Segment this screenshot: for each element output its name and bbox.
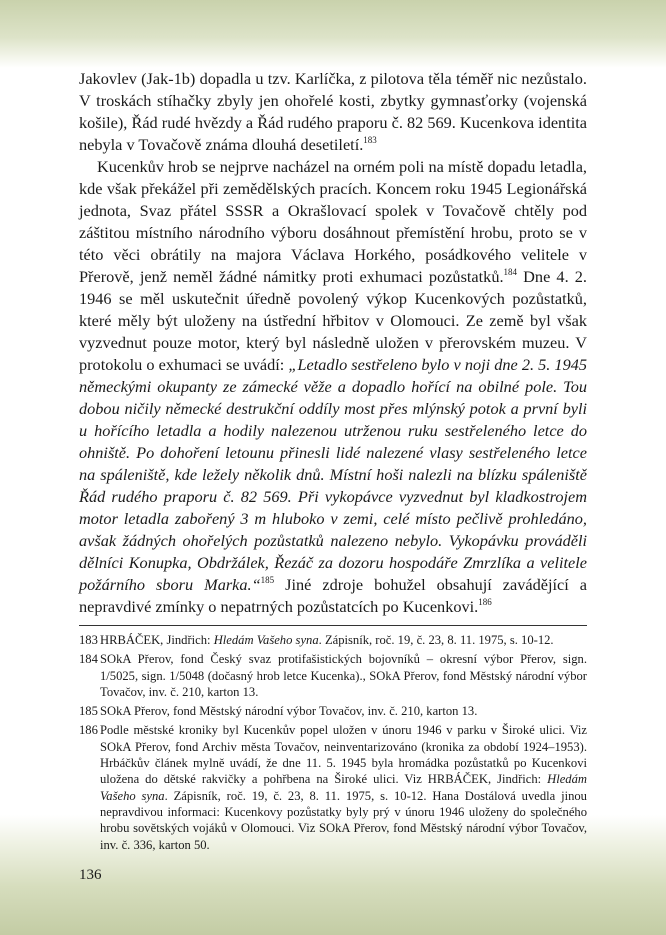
paragraph-1 <box>79 68 587 156</box>
paragraph-2-text-c: Jiné zdroje bohužel obsahují zavádějící a nepravdivé zmínky o nepatrných pozůstatcích po Kucenkovi. <box>79 575 587 616</box>
page-content <box>79 68 587 856</box>
footnote-ref-185[interactable]: 185 <box>260 575 275 585</box>
footnote-186 <box>79 722 587 852</box>
footnote-text <box>100 722 587 852</box>
footnote-184 <box>79 651 587 700</box>
footnote-article-title: Hledám Vašeho syna <box>100 772 587 803</box>
footnote-183 <box>79 632 587 648</box>
paragraph-1-text: Jakovlev (Jak-1b) dopadla u tzv. Karlíčka, z pilotova těla téměř nic nezůstalo. V troskách stíhačky zbyly jen ohořelé kosti, zbytky gymnasťorky (vojenská košile), Řád rudé hvězdy a Řád rudého praporu č. 82 569. Kucenkova identita nebyla v Tovačově známa dlouhá desetiletí. <box>79 69 587 154</box>
footnote-separator <box>79 625 587 626</box>
exhumation-protocol-quote: „Letadlo sestřeleno bylo v noji dne 2. 5. 1945 německými okupanty ze zámecké věže a dopadlo hořící na obilné pole. Tou dobou ničily německé destrukční oddíly most přes mlýnský potok a první byli u hořícího letadla a hodily nalezenou utrženou ruku sestřeleného letce do ohniště. Po dohoření letounu přinesli lidé nalezené vlasy sestřeleného letce na spáleniště, kde ležely několik dnů. Místní hoši nalezli na blízku spáleniště Řád rudého praporu č. 82 569. Při vykopávce vyzvednut byl kladkostrojem motor letadla zabořený 3 m hluboko v zemi, celé místo pečlivě prohledáno, avšak žádných ohořelých pozůstatků nalezeno nebylo. Vykopávku prováděli dělníci Konupka, Obdržálek, Řezáč za dozoru hospodáře Zmrzlíka a velitele požárního sboru Marka.“ <box>79 355 587 594</box>
footnote-ref-183[interactable]: 183 <box>363 135 377 145</box>
paragraph-2-text-a: Kucenkův hrob se nejprve nacházel na orném poli na místě dopadu letadla, kde však překážel při zemědělských pracích. Koncem roku 1945 Legionářská jednota, Svaz přátel SSSR a Okrašlovací spolek v Tovačově chtěly pod záštitou místního národního výboru dosáhnout přemístění hrobu, proto se v této věci obrátily na majora Václava Horkého, posádkového velitele v Přerově, jenž neměl žádné námitky proti exhumaci pozůstatků. <box>79 157 587 286</box>
footnote-number: 185 <box>79 704 98 719</box>
footnote-185 <box>79 703 587 719</box>
footnote-text <box>100 632 587 648</box>
footnote-number: 186 <box>79 723 98 738</box>
footnote-number: 184 <box>79 652 98 667</box>
footnote-text-part: Podle městské kroniky byl Kucenkův popel uložen v únoru 1946 v parku v Široké ulici. Viz SOkA Přerov, fond Archiv města Tovačov, neinventarizováno (kronika za období 1924–1953). Hrbáčkův článek mylně uvádí, že dne 11. 5. 1945 byla hromádka pozůstatků po Kucenkovi uložena do dětské rakvičky a pohřbena na Široké ulici. Viz HRBÁČEK, Jindřich: <box>100 723 587 787</box>
footnote-text: SOkA Přerov, fond Český svaz protifašistických bojovníků – okresní výbor Přerov, sign. 1/5025, sign. 1/5048 (dočasný hrob letce Kucenka)., SOkA Přerov, fond Městský národní výbor Tovačov, inv. č. 210, karton 13. <box>100 652 587 699</box>
footnote-ref-184[interactable]: 184 <box>503 267 518 277</box>
paragraph-2 <box>79 156 587 618</box>
paragraph-2-text-b: Dne 4. 2. 1946 se měl uskutečnit úředně povolený výkop Kucenkových pozůstatků, které měly být uloženy na ústřední hřbitov v Olomouci. Ze země byl však vyzvednut pouze motor, který byl následně uložen v přerovském muzeu. V protokolu o exhumaci se uvádí: <box>79 267 587 374</box>
page-number: 136 <box>79 867 102 883</box>
footnote-text-part: HRBÁČEK, Jindřich: <box>100 633 214 647</box>
footnote-text-part: . Zápisník, roč. 19, č. 23, 8. 11. 1975, s. 10-12. <box>318 633 554 647</box>
footnote-ref-186[interactable]: 186 <box>478 597 492 607</box>
page-header-band <box>0 0 666 68</box>
footnote-text-part: . Zápisník, roč. 19, č. 23, 8. 11. 1975, s. 10-12. Hana Dostálová uvedla jinou nepravdivou informaci: Kucenkovy pozůstatky byly prý v únoru 1946 uloženy do společného hrobu sovětských vojáků v Olomouci. Viz SOkA Přerov, fond Městský národní výbor Tovačov, inv. č. 336, karton 50. <box>100 788 587 852</box>
footnote-article-title: Hledám Vašeho syna <box>213 633 319 647</box>
footnote-number: 183 <box>79 633 98 647</box>
footnote-text: SOkA Přerov, fond Městský národní výbor Tovačov, inv. č. 210, karton 13. <box>100 704 478 719</box>
